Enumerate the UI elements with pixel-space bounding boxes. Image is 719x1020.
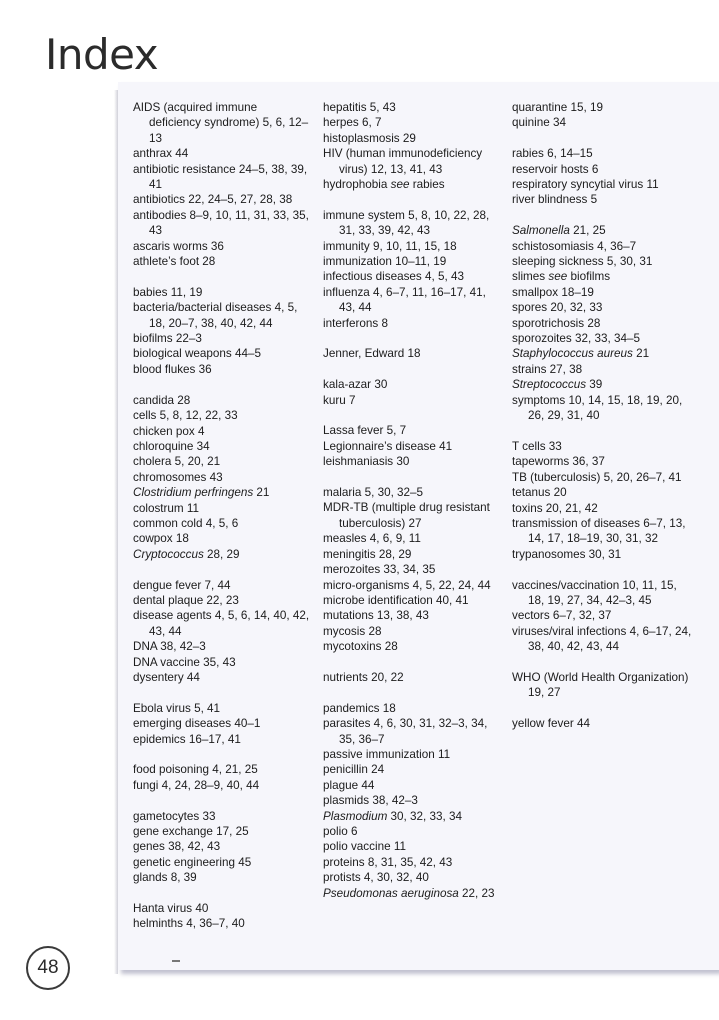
index-entry-text: 39 bbox=[586, 378, 603, 392]
index-entry bbox=[133, 254, 311, 269]
index-entry-text: immune system 5, 8, 10, 22, 28, 31, 33, 39, 42, 43 bbox=[323, 208, 490, 238]
index-entry bbox=[133, 593, 311, 608]
index-entry-text: babies 11, 19 bbox=[133, 285, 203, 299]
index-entry bbox=[512, 316, 692, 331]
index-entry-text: biofilms bbox=[567, 270, 611, 284]
index-entry-text: genetic engineering 45 bbox=[133, 855, 252, 869]
index-entry-text: HIV (human immunodeficiency virus) 12, 13, 41, 43 bbox=[323, 147, 483, 176]
index-entry-italic: Clostridium perfringens bbox=[133, 486, 254, 500]
index-entry bbox=[512, 269, 692, 284]
index-entry bbox=[133, 870, 311, 885]
index-entry bbox=[323, 423, 503, 438]
index-entry-text: candida 28 bbox=[133, 393, 191, 407]
index-entry-text: fungi 4, 24, 28–9, 40, 44 bbox=[133, 778, 260, 792]
index-entry bbox=[133, 408, 311, 423]
index-entry bbox=[512, 485, 692, 500]
index-entry bbox=[133, 531, 311, 546]
index-entry-text: viruses/viral infections 4, 6–17, 24, 38, 40, 42, 43, 44 bbox=[512, 624, 692, 654]
index-entry bbox=[512, 192, 692, 207]
index-entry bbox=[323, 254, 503, 269]
index-entry bbox=[512, 115, 692, 130]
index-entry bbox=[133, 439, 311, 454]
index-entry-text: cells 5, 8, 12, 22, 33 bbox=[133, 409, 238, 423]
index-entry bbox=[323, 624, 503, 639]
index-entry bbox=[323, 115, 503, 130]
index-entry bbox=[133, 716, 311, 731]
index-entry bbox=[512, 300, 692, 315]
index-entry bbox=[323, 439, 503, 454]
index-entry-text: reservoir hosts 6 bbox=[512, 162, 599, 176]
index-entry bbox=[133, 762, 311, 777]
index-entry bbox=[133, 424, 311, 439]
stray-mark bbox=[172, 960, 180, 962]
index-entry bbox=[323, 778, 503, 793]
index-entry bbox=[323, 146, 503, 177]
index-entry-text: vectors 6–7, 32, 37 bbox=[512, 609, 612, 623]
index-entry bbox=[133, 655, 311, 670]
index-entry-text: dental plaque 22, 23 bbox=[133, 593, 239, 607]
index-column-1 bbox=[133, 100, 311, 932]
index-entry bbox=[133, 516, 311, 531]
index-entry bbox=[512, 470, 692, 485]
index-entry-text: malaria 5, 30, 32–5 bbox=[323, 486, 424, 500]
index-entry bbox=[512, 454, 692, 469]
index-entry bbox=[323, 578, 503, 593]
index-entry bbox=[323, 454, 503, 469]
index-entry-text: colostrum 11 bbox=[133, 501, 200, 515]
index-entry bbox=[323, 500, 503, 531]
index-entry-text: TB (tuberculosis) 5, 20, 26–7, 41 bbox=[512, 470, 682, 484]
index-entry bbox=[323, 824, 503, 839]
index-entry bbox=[133, 578, 311, 593]
index-entry bbox=[323, 377, 503, 392]
index-entry-text: spores 20, 32, 33 bbox=[512, 301, 603, 315]
index-entry-text: plasmids 38, 42–3 bbox=[323, 794, 418, 808]
index-entry bbox=[323, 285, 503, 316]
index-entry-text: epidemics 16–17, 41 bbox=[133, 732, 241, 746]
index-entry bbox=[323, 716, 503, 747]
index-entry bbox=[512, 547, 692, 562]
index-entry bbox=[323, 593, 503, 608]
index-entry-text: biological weapons 44–5 bbox=[133, 347, 262, 361]
index-entry-text: DNA vaccine 35, 43 bbox=[133, 655, 236, 669]
index-entry bbox=[133, 146, 311, 161]
index-entry bbox=[512, 670, 692, 701]
index-entry bbox=[133, 608, 311, 639]
index-entry bbox=[512, 393, 692, 424]
index-entry-text: polio 6 bbox=[323, 824, 358, 838]
index-entry bbox=[323, 809, 503, 824]
index-entry bbox=[323, 747, 503, 762]
index-entry-text: DNA 38, 42–3 bbox=[133, 640, 206, 654]
index-entry-text: tapeworms 36, 37 bbox=[512, 455, 605, 469]
index-entry-text: emerging diseases 40–1 bbox=[133, 717, 261, 731]
index-entry bbox=[323, 239, 503, 254]
index-entry bbox=[512, 608, 692, 623]
index-entry bbox=[133, 100, 311, 146]
index-entry bbox=[133, 300, 311, 331]
index-entry bbox=[512, 624, 692, 655]
index-entry-text: gene exchange 17, 25 bbox=[133, 825, 249, 838]
index-entry-text: AIDS (acquired immune deficiency syndrome) 5, 6, 12–13 bbox=[133, 101, 309, 145]
index-entry-text: quinine 34 bbox=[512, 116, 566, 130]
index-entry bbox=[512, 177, 692, 192]
index-entry bbox=[133, 208, 311, 239]
index-entry-text: protists 4, 30, 32, 40 bbox=[323, 871, 429, 885]
index-entry bbox=[512, 377, 692, 392]
index-entry bbox=[133, 839, 311, 854]
index-entry bbox=[323, 562, 503, 577]
index-entry-text: ascaris worms 36 bbox=[133, 239, 224, 253]
index-entry bbox=[512, 578, 692, 609]
index-entry bbox=[133, 331, 311, 346]
index-entry-text: immunization 10–11, 19 bbox=[323, 255, 447, 269]
index-entry bbox=[133, 855, 311, 870]
index-entry-text: rabies bbox=[409, 178, 445, 192]
index-entry-text: mutations 13, 38, 43 bbox=[323, 609, 429, 623]
index-entry-text: sporotrichosis 28 bbox=[512, 316, 601, 330]
index-entry-text: plague 44 bbox=[323, 778, 375, 792]
index-entry bbox=[133, 454, 311, 469]
index-entry bbox=[133, 285, 311, 300]
index-entry-text: 22, 23 bbox=[458, 886, 495, 900]
index-entry bbox=[512, 254, 692, 269]
index-entry-text: mycotoxins 28 bbox=[323, 640, 398, 654]
index-entry-text: helminths 4, 36–7, 40 bbox=[133, 917, 245, 931]
index-entry-text: MDR-TB (multiple drug resistant tuberculosis) 27 bbox=[323, 501, 490, 530]
index-entry bbox=[512, 223, 692, 238]
index-entry-text: immunity 9, 10, 11, 15, 18 bbox=[323, 239, 457, 253]
index-entry-text: Lassa fever 5, 7 bbox=[323, 424, 407, 438]
index-entry bbox=[323, 131, 503, 146]
index-entry bbox=[133, 162, 311, 193]
index-entry-text: Ebola virus 5, 41 bbox=[133, 701, 221, 715]
page-number: 48 bbox=[37, 957, 59, 978]
index-entry bbox=[512, 346, 692, 361]
index-entry bbox=[133, 670, 311, 685]
index-entry-text: sleeping sickness 5, 30, 31 bbox=[512, 255, 653, 269]
index-entry bbox=[323, 793, 503, 808]
index-entry-text: food poisoning 4, 21, 25 bbox=[133, 763, 258, 777]
index-entry bbox=[323, 346, 503, 361]
index-entry bbox=[133, 639, 311, 654]
index-entry bbox=[323, 839, 503, 854]
index-entry-text: dysentery 44 bbox=[133, 670, 200, 684]
index-entry-italic: Salmonella bbox=[512, 224, 570, 238]
index-entry-text: influenza 4, 6–7, 11, 16–17, 41, 43, 44 bbox=[323, 285, 486, 315]
index-entry bbox=[323, 855, 503, 870]
index-entry-text: biofilms 22–3 bbox=[133, 332, 202, 346]
index-entry-text: antibodies 8–9, 10, 11, 31, 33, 35, 43 bbox=[133, 208, 309, 238]
index-entry-text: merozoites 33, 34, 35 bbox=[323, 563, 436, 577]
index-entry-text: interferons 8 bbox=[323, 316, 388, 330]
index-entry bbox=[512, 331, 692, 346]
index-entry bbox=[133, 346, 311, 361]
index-entry-text: disease agents 4, 5, 6, 14, 40, 42, 43, 44 bbox=[133, 609, 310, 638]
index-entry bbox=[133, 239, 311, 254]
index-entry bbox=[323, 701, 503, 716]
index-entry-text: quarantine 15, 19 bbox=[512, 101, 603, 114]
index-entry bbox=[323, 762, 503, 777]
index-entry bbox=[512, 516, 692, 547]
index-entry-text: T cells 33 bbox=[512, 439, 562, 453]
index-entry-text: schistosomiasis 4, 36–7 bbox=[512, 239, 637, 253]
index-entry-text: sporozoites 32, 33, 34–5 bbox=[512, 332, 641, 346]
index-entry bbox=[512, 285, 692, 300]
index-entry-text: anthrax 44 bbox=[133, 147, 189, 161]
index-entry-text: meningitis 28, 29 bbox=[323, 547, 412, 561]
index-entry-text: herpes 6, 7 bbox=[323, 116, 382, 130]
index-entry bbox=[323, 670, 503, 685]
index-column-3 bbox=[512, 100, 692, 732]
index-entry-text: WHO (World Health Organization) 19, 27 bbox=[512, 670, 689, 700]
index-entry-text: blood flukes 36 bbox=[133, 362, 212, 376]
index-entry bbox=[133, 470, 311, 485]
index-entry-text: gametocytes 33 bbox=[133, 809, 216, 823]
index-entry-text: micro-organisms 4, 5, 22, 24, 44 bbox=[323, 578, 491, 592]
index-entry-text: microbe identification 40, 41 bbox=[323, 593, 469, 607]
index-entry-text: antibiotics 22, 24–5, 27, 28, 38 bbox=[133, 193, 293, 207]
index-entry-text: river blindness 5 bbox=[512, 193, 598, 207]
index-entry bbox=[512, 362, 692, 377]
index-entry bbox=[133, 732, 311, 747]
index-entry bbox=[133, 547, 311, 562]
index-entry bbox=[133, 501, 311, 516]
index-entry bbox=[323, 886, 503, 901]
index-entry bbox=[323, 531, 503, 546]
index-entry-italic: Plasmodium bbox=[323, 809, 388, 823]
index-entry-text: 30, 32, 33, 34 bbox=[387, 809, 463, 823]
index-entry-italic: Pseudomonas aeruginosa bbox=[323, 886, 459, 900]
index-entry-text: 28, 29 bbox=[203, 547, 240, 561]
index-entry-text: leishmaniasis 30 bbox=[323, 455, 410, 469]
index-entry-text: polio vaccine 11 bbox=[323, 840, 406, 854]
index-entry-text: 21, 25 bbox=[569, 224, 606, 238]
index-entry-text: athlete’s foot 28 bbox=[133, 255, 216, 269]
index-entry bbox=[133, 701, 311, 716]
index-entry-text: passive immunization 11 bbox=[323, 747, 451, 761]
index-entry-text: tetanus 20 bbox=[512, 486, 567, 500]
index-entry-text: cholera 5, 20, 21 bbox=[133, 455, 221, 469]
index-entry bbox=[323, 608, 503, 623]
index-entry-text: kala-azar 30 bbox=[323, 378, 388, 392]
index-entry-text: trypanosomes 30, 31 bbox=[512, 547, 622, 561]
index-entry-text: chicken pox 4 bbox=[133, 424, 205, 438]
index-entry-text: kuru 7 bbox=[323, 393, 356, 407]
index-entry bbox=[512, 716, 692, 731]
page-title: Index bbox=[45, 30, 159, 79]
index-entry-text: glands 8, 39 bbox=[133, 871, 197, 885]
index-entry bbox=[133, 485, 311, 500]
index-entry bbox=[323, 393, 503, 408]
index-entry bbox=[323, 208, 503, 239]
index-entry-text: hydrophobia bbox=[323, 178, 391, 192]
index-entry-text: proteins 8, 31, 35, 42, 43 bbox=[323, 855, 453, 869]
index-entry-italic: Streptococcus bbox=[512, 378, 587, 392]
index-entry bbox=[323, 485, 503, 500]
index-entry-italic: Cryptococcus bbox=[133, 547, 204, 561]
index-entry-text: penicillin 24 bbox=[323, 763, 385, 777]
index-entry-text: dengue fever 7, 44 bbox=[133, 578, 231, 592]
index-entry-text: bacteria/bacterial diseases 4, 5, 18, 20–7, 38, 40, 42, 44 bbox=[133, 301, 298, 330]
index-entry bbox=[323, 100, 503, 115]
index-entry-text: vaccines/vaccination 10, 11, 15, 18, 19, 27, 34, 42–3, 45 bbox=[512, 578, 677, 607]
index-entry-text: Hanta virus 40 bbox=[133, 902, 209, 916]
index-entry bbox=[323, 177, 503, 192]
index-entry-text: toxins 20, 21, 42 bbox=[512, 501, 598, 515]
index-entry-text: hepatitis 5, 43 bbox=[323, 101, 396, 114]
index-entry-text: rabies 6, 14–15 bbox=[512, 147, 593, 161]
index-entry-text: genes 38, 42, 43 bbox=[133, 840, 221, 854]
index-entry-italic: Staphylococcus aureus bbox=[512, 347, 633, 361]
index-entry-text: strains 27, 38 bbox=[512, 362, 583, 376]
index-entry-text: histoplasmosis 29 bbox=[323, 131, 416, 145]
index-entry-text: respiratory syncytial virus 11 bbox=[512, 178, 659, 192]
index-entry-italic: see bbox=[390, 178, 410, 192]
index-entry-text: parasites 4, 6, 30, 31, 32–3, 34, 35, 36–7 bbox=[323, 717, 488, 746]
index-entry bbox=[512, 239, 692, 254]
index-entry-text: Jenner, Edward 18 bbox=[323, 347, 421, 361]
index-entry bbox=[133, 393, 311, 408]
index-entry-text: nutrients 20, 22 bbox=[323, 670, 404, 684]
index-entry-text: mycosis 28 bbox=[323, 624, 382, 638]
index-column-2 bbox=[323, 100, 503, 901]
index-entry bbox=[133, 192, 311, 207]
index-entry bbox=[323, 639, 503, 654]
index-entry bbox=[512, 146, 692, 161]
index-entry-text: smallpox 18–19 bbox=[512, 285, 594, 299]
index-entry-text: 21 bbox=[253, 486, 270, 500]
index-entry-text: measles 4, 6, 9, 11 bbox=[323, 532, 421, 546]
index-entry-text: chloroquine 34 bbox=[133, 439, 210, 453]
index-entry bbox=[133, 809, 311, 824]
index-entry bbox=[512, 162, 692, 177]
index-entry bbox=[133, 778, 311, 793]
index-entry bbox=[133, 916, 311, 931]
index-entry-text: infectious diseases 4, 5, 43 bbox=[323, 270, 464, 284]
index-entry bbox=[133, 362, 311, 377]
index-entry bbox=[323, 547, 503, 562]
index-entry bbox=[323, 316, 503, 331]
index-entry-text: yellow fever 44 bbox=[512, 717, 590, 731]
index-entry bbox=[512, 439, 692, 454]
index-entry-text: cowpox 18 bbox=[133, 532, 189, 546]
index-entry-text: pandemics 18 bbox=[323, 701, 396, 715]
index-entry bbox=[133, 901, 311, 916]
index-entry-text: chromosomes 43 bbox=[133, 470, 223, 484]
index-entry-text: Legionnaire’s disease 41 bbox=[323, 439, 453, 453]
index-entry-italic: see bbox=[548, 270, 568, 284]
index-entry-text: slimes bbox=[512, 270, 549, 284]
index-entry bbox=[323, 870, 503, 885]
index-entry-text: 21 bbox=[632, 347, 650, 361]
index-entry-text: antibiotic resistance 24–5, 38, 39, 41 bbox=[133, 162, 308, 192]
index-entry bbox=[323, 269, 503, 284]
page-number-badge bbox=[26, 946, 70, 990]
index-entry-text: transmission of diseases 6–7, 13, 14, 17, 18–19, 30, 31, 32 bbox=[512, 516, 686, 546]
index-entry-text: symptoms 10, 14, 15, 18, 19, 20, 26, 29, 31, 40 bbox=[512, 393, 683, 423]
index-entry-text: common cold 4, 5, 6 bbox=[133, 516, 239, 530]
index-entry bbox=[512, 100, 692, 115]
index-entry bbox=[512, 501, 692, 516]
index-entry bbox=[133, 824, 311, 839]
